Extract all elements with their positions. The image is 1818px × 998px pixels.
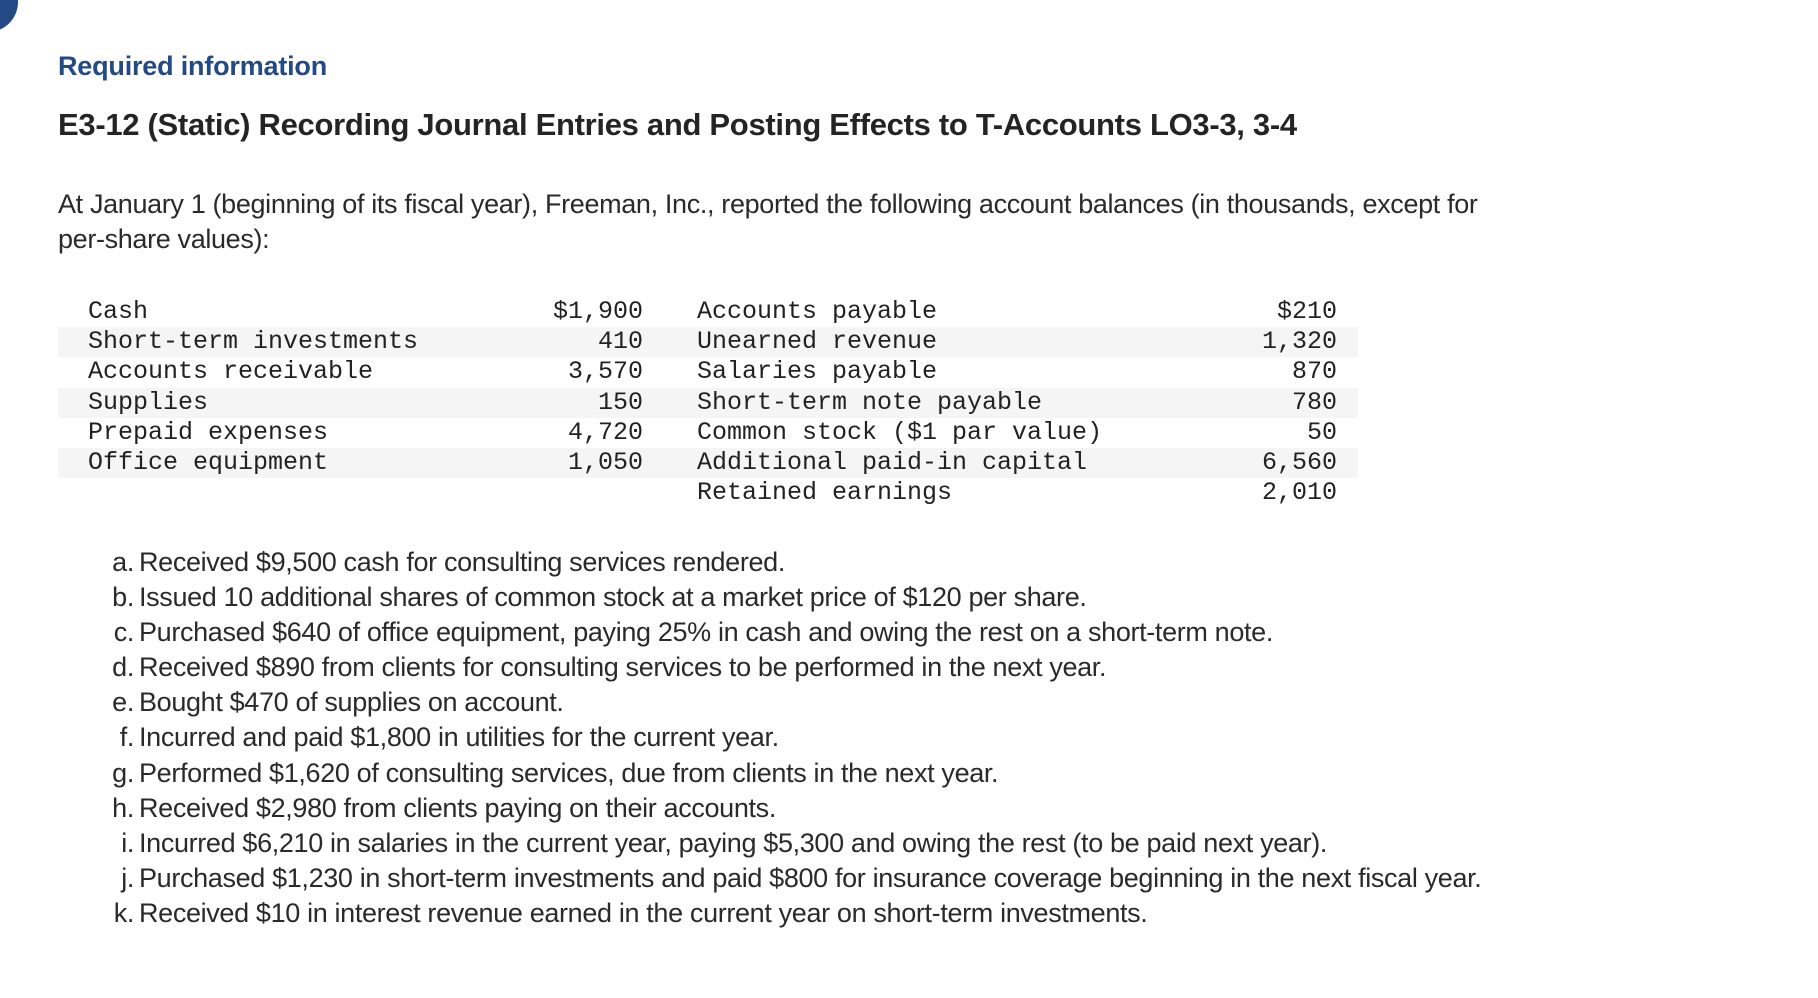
list-item [0,861,1818,896]
table-row [58,448,1358,478]
list-item-text: Issued 10 additional shares of common stock at a market price of $120 per share. [139,582,1087,613]
account-value: 150 [597,387,643,417]
list-item [0,545,1818,580]
transaction-list [0,545,1818,931]
account-name: Prepaid expenses [88,417,329,447]
list-item-text: Bought $470 of supplies on account. [139,687,564,718]
table-row [58,327,1358,357]
list-marker: k. [113,897,134,928]
account-value: 2,010 [1261,478,1337,508]
list-item [0,896,1818,931]
account-value: 870 [1291,357,1337,387]
list-marker: b. [112,582,134,613]
account-value: 1,320 [1261,327,1337,357]
list-marker: d. [112,652,134,683]
list-marker: e. [112,687,134,718]
intro-line: per-share values): [58,224,270,254]
page-title: E3-12 (Static) Recording Journal Entries and Posting Effects to T-Accounts LO3-3, 3-4 [58,107,1297,142]
account-balances-table [58,297,1358,508]
list-marker: h. [112,792,134,823]
table-row [58,418,1358,448]
list-item-text: Received $2,980 from clients paying on their accounts. [139,792,776,823]
list-item [0,650,1818,685]
list-item [0,685,1818,720]
list-item-text: Incurred and paid $1,800 in utilities for the current year. [139,722,779,753]
account-name: Accounts payable [697,297,938,326]
intro-paragraph [58,187,1478,257]
account-value: 3,570 [567,357,643,387]
table-row [58,478,1358,508]
list-item-text: Received $890 from clients for consulting services to be performed in the next year. [139,652,1107,683]
account-value: 4,720 [567,417,643,447]
account-value: 6,560 [1261,447,1337,477]
list-marker: i. [121,827,134,858]
account-name: Unearned revenue [697,327,938,357]
list-item-text: Received $9,500 cash for consulting services rendered. [139,547,785,577]
list-marker: f. [119,722,134,753]
list-item-text: Purchased $1,230 in short-term investments and paid $800 for insurance coverage beginning in the next fiscal year. [139,862,1482,893]
table-row [58,388,1358,418]
list-marker: c. [113,617,134,648]
list-marker: a. [112,547,134,577]
intro-line: At January 1 (beginning of its fiscal year), Freeman, Inc., reported the following account balances (in thousands, except for [58,189,1478,219]
list-item-text: Purchased $640 of office equipment, paying 25% in cash and owing the rest on a short-term note. [139,617,1273,648]
account-name: Accounts receivable [88,357,374,387]
list-item [0,720,1818,755]
list-item [0,580,1818,615]
list-item [0,756,1818,791]
list-item-text: Performed $1,620 of consulting services, due from clients in the next year. [139,757,999,788]
list-marker: g. [112,757,134,788]
list-marker: j. [121,862,134,893]
account-value: 780 [1291,387,1337,417]
list-item [0,826,1818,861]
account-name: Salaries payable [697,357,938,387]
account-name: Short-term investments [88,327,419,357]
account-value: $210 [1276,297,1337,326]
corner-indicator-icon [0,0,18,32]
account-name: Supplies [88,387,209,417]
account-name: Cash [88,297,149,326]
table-row [58,357,1358,387]
account-value: 1,050 [567,447,643,477]
list-item [0,791,1818,826]
account-name: Additional paid-in capital [697,447,1088,477]
list-item-text: Received $10 in interest revenue earned in the current year on short-term investments. [139,897,1148,928]
account-value: 410 [597,327,643,357]
account-name: Office equipment [88,447,329,477]
account-name: Retained earnings [697,478,953,508]
section-label: Required information [58,51,328,81]
list-item [0,615,1818,650]
account-name: Short-term note payable [697,387,1043,417]
account-value: $1,900 [552,297,643,326]
account-value: 50 [1306,417,1337,447]
list-item-text: Incurred $6,210 in salaries in the current year, paying $5,300 and owing the rest (to be paid next year). [139,827,1327,858]
table-row [58,297,1358,327]
account-name: Common stock ($1 par value) [697,417,1103,447]
